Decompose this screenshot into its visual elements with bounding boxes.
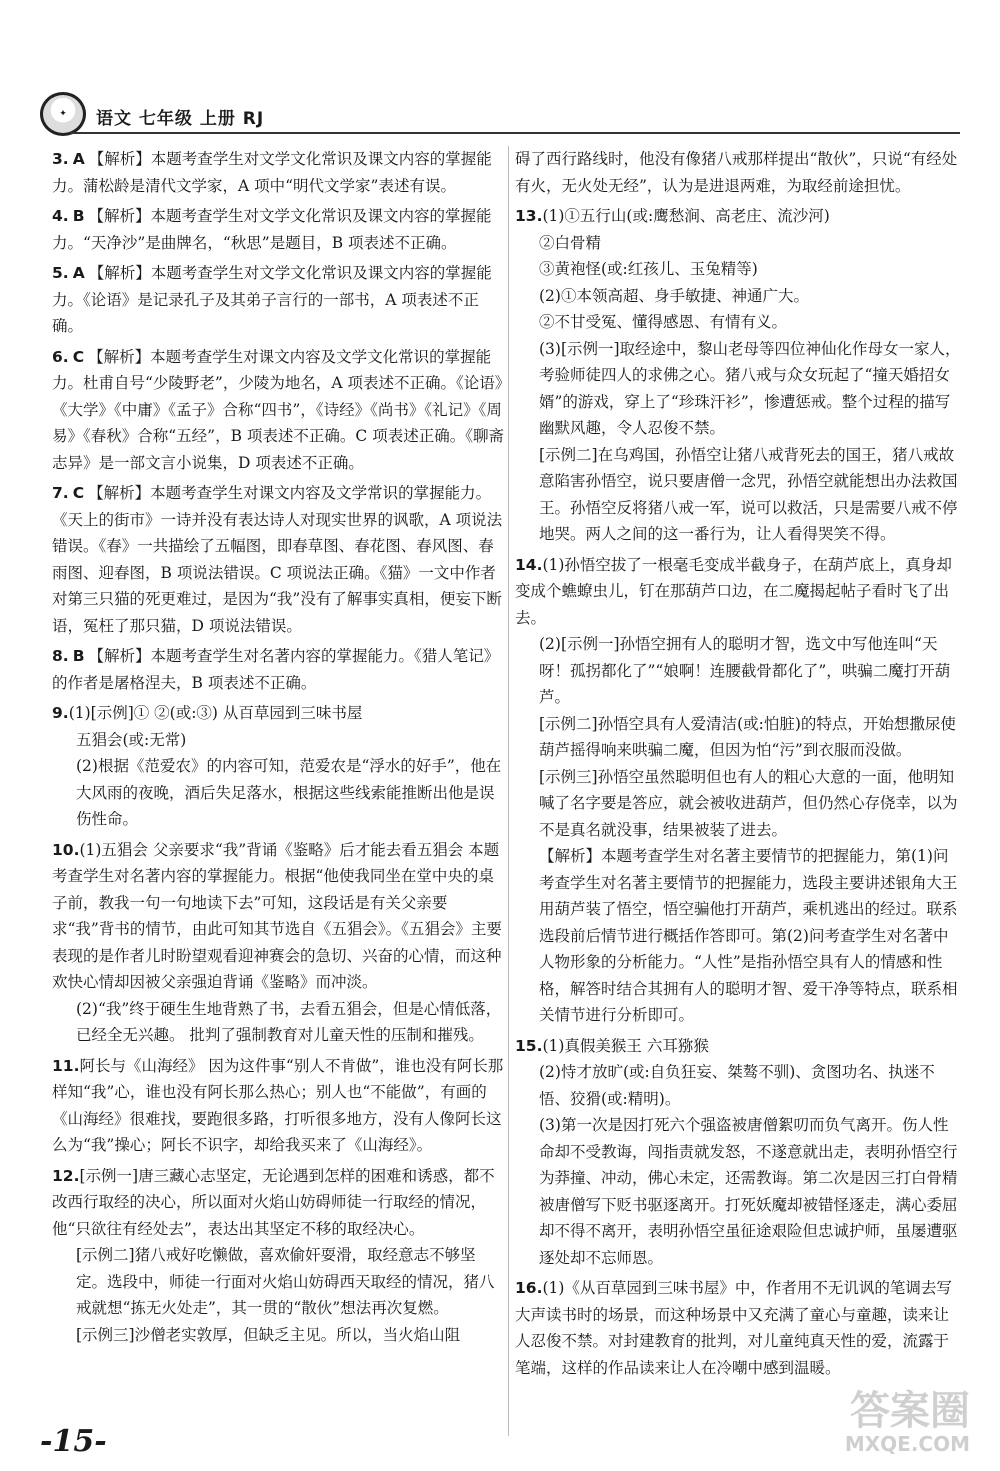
- question-number: 12.: [52, 1166, 80, 1185]
- answer-item: [52, 1053, 504, 1159]
- answer-line: [515, 442, 963, 548]
- answer-item: [515, 552, 963, 1029]
- answer-text: (3)[示例一]取经途中，黎山老母等四位神仙化作母女一家人，考验师徒四人的求佛之心。猪八戒与众女玩起了“撞天婚招女婿”的游戏，穿上了“珍珠汗衫”，惨遭惩戒。整个过程的描写幽默风趣，令人忍俊不禁。: [539, 339, 961, 437]
- logo-icon: ✦: [40, 92, 86, 136]
- question-number: 6.: [52, 347, 69, 366]
- answer-item: [52, 1163, 504, 1349]
- answer-item: [52, 260, 504, 340]
- answer-line: [52, 480, 504, 639]
- answer-line: [52, 700, 504, 727]
- answer-text: 【解析】本题考查学生对课文内容及文学常识的掌握能力。《天上的街市》一诗并没有表达诗人对现实世界的讽歌，A 项说法错误。《春》一共描绘了五幅图，即春草图、春花图、春风图、春雨图、迎春图，B 项说法错误。C 项说法正确。《猫》一文中作者对第三只猫的死更难过，是因为“我”没有了解事实真相，便妄下断语，冤枉了那只猫，D 项说法错误。: [52, 484, 503, 635]
- answer-text: 【解析】本题考查学生对文学文化常识及课文内容的掌握能力。“天净沙”是曲牌名，“秋思”是题目，B 项表述不正确。: [52, 207, 492, 252]
- header-title: 语文 七年级 上册 RJ: [96, 109, 265, 129]
- answer-text: [示例一]唐三藏心志坚定，无论遇到怎样的困难和诱惑，都不改西行取经的决心，所以面对火焰山妨碍师徒一行取经的情况，他“只欲往有经处去”，表达出其坚定不移的取经决心。: [52, 1166, 495, 1238]
- answer-text: (3)第一次是因打死六个强盗被唐僧絮叨而负气离开。伤人性命却不受教诲，闯指责就发怒，不遂意就出走，表明孙悟空行为莽撞、冲动，佛心未定，还需教诲。第二次是因三打白骨精被唐僧写下贬书驱逐离开。打死妖魔却被错怪逐走，满心委屈却不得不离开，表明孙悟空虽征途艰险但忠诚护师，虽屡遭驱逐处却不忘师恩。: [539, 1116, 958, 1267]
- answer-line: [52, 1053, 504, 1159]
- answer-item: [52, 837, 504, 1049]
- answer-choice: A: [72, 150, 85, 168]
- answer-line: [515, 1059, 963, 1112]
- answer-text: (1)五猖会 父亲要求“我”背诵《鉴略》后才能去看五猖会 本题考查学生对名著内容的掌握能力。根据“他使我同坐在堂中央的桌子前，教我一句一句地读下去”可知，这段话是有关父亲要求“我”背书的情节，由此可知其节选自《五猖会》。《五猖会》主要表现的是作者儿时盼望观看迎神赛会的急切、兴奋的心情，而这种欢快心情却因被父亲强迫背诵《鉴略》而冲淡。: [52, 840, 502, 991]
- answer-text: (2)根据《范爱农》的内容可知，范爱农是“浮水的好手”，他在大风雨的夜晚，酒后失足落水，根据这些线索能推断出他是误伤性命。: [76, 757, 502, 828]
- answer-line: [52, 996, 504, 1049]
- answer-text: [示例二]猪八戒好吃懒做，喜欢偷奸耍滑，取经意志不够坚定。选段中，师徒一行面对火焰山妨碍西天取经的情况，猪八戒就想“拣无火处走”，其一贯的“散伙”想法再次复燃。: [76, 1246, 495, 1317]
- answer-line: [515, 256, 963, 283]
- answer-item: [52, 203, 504, 256]
- question-number: 9.: [52, 704, 69, 722]
- question-number: 4.: [52, 207, 69, 225]
- answer-line: [52, 344, 504, 477]
- answer-text: (1)真假美猴王 六耳猕猴: [542, 1036, 709, 1055]
- answer-line: [515, 146, 963, 199]
- answer-text: 【解析】本题考查学生对文学文化常识及课文内容的掌握能力。蒲松龄是清代文学家，A 项中“明代文学家”表述有误。: [52, 150, 492, 195]
- answer-text: 【解析】本题考查学生对名著主要情节的把握能力，第(1)问考查学生对名著主要情节的把握能力，选段主要讲述银角大王用葫芦装了悟空，悟空骗他打开葫芦，乘机逃出的经过。联系选段前后情节进行概括作答即可。第(2)问考查学生对名著中人物形象的分析能力。“人性”是指孙悟空具有人的情感和性格，解答时结合其拥有人的聪明才智、爱干净等特点，联系相关情节进行分析即可。: [539, 847, 958, 1024]
- column-divider: [508, 146, 509, 1436]
- answer-text: (1)①五行山(或:鹰愁涧、高老庄、流沙河): [542, 207, 830, 225]
- answer-text: (1)《从百草园到三味书屋》中，作者用不无讥讽的笔调去写大声读书时的场景，而这种场景中又充满了童心与童趣，读来让人忍俊不禁。对封建教育的批判，对儿童纯真天性的爱，流露于笔端，这样的作品读来让人在冷嘲中感到温暖。: [515, 1279, 952, 1377]
- answer-text: (2)[示例一]孙悟空拥有人的聪明才智，选文中写他连叫“天呀！孤拐都化了”“娘啊！连腰截骨都化了”，哄骗二魔打开葫芦。: [539, 635, 951, 706]
- answer-text: ②白骨精: [539, 233, 602, 252]
- answer-line: [52, 643, 504, 696]
- answer-text: 【解析】本题考查学生对名著内容的掌握能力。《猎人笔记》的作者是屠格涅夫，B 项表述不正确。: [52, 647, 500, 692]
- answer-line: [515, 1275, 963, 1381]
- answer-item: [515, 203, 963, 548]
- answer-text: [示例三]孙悟空虽然聪明但也有人的粗心大意的一面，他明知喊了名字要是答应，就会被收进葫芦，但仍然心存侥幸，以为不是真名就没事，结果被装了进去。: [539, 767, 958, 839]
- question-number: 7.: [52, 484, 69, 502]
- answer-text: (1)孙悟空拔了一根毫毛变成半截身子，在葫芦底上，真身却变成个蟭蟟虫儿，钉在那葫芦口边，在二魔揭起帖子看时飞了出去。: [515, 555, 952, 627]
- question-number: 3.: [52, 150, 69, 168]
- answer-text: ②不甘受冤、懂得感恩、有情有义。: [539, 313, 788, 331]
- question-number: 11.: [52, 1056, 80, 1075]
- answer-line: [52, 203, 504, 256]
- answer-line: [52, 146, 504, 199]
- answer-choice: C: [72, 484, 85, 502]
- question-number: 5.: [52, 264, 69, 282]
- right-column: [515, 146, 963, 1385]
- left-column: [52, 146, 504, 1352]
- page-header: [40, 92, 960, 138]
- answer-line: [52, 753, 504, 833]
- answer-item: [515, 1033, 963, 1272]
- answer-line: [515, 230, 963, 257]
- answer-item: [515, 146, 963, 199]
- answer-line: [52, 727, 504, 754]
- question-number: 14.: [515, 555, 543, 574]
- answer-item: [515, 1275, 963, 1381]
- header-rule: [70, 132, 960, 134]
- answer-line: [515, 711, 963, 764]
- answer-text: 阿长与《山海经》 因为这件事“别人不肯做”，谁也没有阿长那样知“我”心，谁也没有阿长那么热心；别人也“不能做”，有画的《山海经》很难找，要跑很多路，打听很多地方，没有人像阿长这么为“我”操心；阿长不识字，却给我买来了《山海经》。: [52, 1056, 504, 1154]
- answer-line: [515, 843, 963, 1029]
- answer-item: [52, 146, 504, 199]
- answer-choice: B: [72, 647, 85, 665]
- answer-line: [52, 260, 504, 340]
- answer-line: [52, 1163, 504, 1243]
- answer-text: [示例三]沙僧老实敦厚，但缺乏主见。所以，当火焰山阻: [76, 1325, 461, 1344]
- question-number: 10.: [52, 840, 80, 859]
- answer-line: [515, 1112, 963, 1271]
- question-number: 15.: [515, 1036, 543, 1055]
- answer-line: [515, 336, 963, 442]
- answer-text: 【解析】本题考查学生对文学文化常识及课文内容的掌握能力。《论语》是记录孔子及其弟子言行的一部书，A 项表述不正确。: [52, 264, 492, 335]
- question-number: 13.: [515, 207, 543, 225]
- answer-line: [52, 1242, 504, 1322]
- answer-item: [52, 344, 504, 477]
- answer-item: [52, 480, 504, 639]
- question-number: 16.: [515, 1279, 543, 1297]
- page-number: -15-: [40, 1424, 107, 1459]
- watermark-logo: 答案圈 MXQE.COM: [844, 1388, 970, 1456]
- answer-item: [52, 643, 504, 696]
- answer-text: 五猖会(或:无常): [76, 730, 187, 749]
- answer-text: (1)[示例]① ②(或:③) 从百草园到三味书屋: [68, 704, 363, 722]
- answer-text: (2)恃才放旷(或:自负狂妄、桀骜不驯)、贪图功名、执迷不悟、狡猾(或:精明)。: [539, 1063, 935, 1108]
- answer-item: [52, 700, 504, 833]
- answer-line: [515, 764, 963, 844]
- answer-line: [515, 552, 963, 632]
- answer-choice: A: [72, 264, 85, 282]
- answer-line: [515, 1033, 963, 1060]
- answer-text: 碍了西行路线时，他没有像猪八戒那样提出“散伙”，只说“有经处有火，无火处无经”，认为是进退两难，为取经前途担忧。: [515, 150, 958, 195]
- answer-text: [示例二]在乌鸡国，孙悟空让猪八戒背死去的国王，猪八戒故意陷害孙悟空，说只要唐僧一念咒，孙悟空就能想出办法救国王。孙悟空反将猪八戒一军，说可以救活，只是需要八戒不停地哭。两人之间的这一番行为，让人看得哭笑不得。: [539, 445, 958, 543]
- answer-choice: C: [72, 347, 85, 366]
- answer-text: ③黄袍怪(或:红孩儿、玉兔精等): [539, 260, 758, 278]
- answer-choice: B: [72, 207, 85, 225]
- answer-text: [示例二]孙悟空具有人爱清洁(或:怕脏)的特点，开始想撒尿使葫芦摇得响来哄骗二魔，但因为怕“污”到衣服而没做。: [539, 714, 956, 759]
- answer-line: [515, 631, 963, 711]
- answer-text: (2)①本领高超、身手敏捷、神通广大。: [539, 286, 809, 305]
- answer-text: 【解析】本题考查学生对课文内容及文学文化常识的掌握能力。杜甫自号“少陵野老”，少陵为地名，A 项表述不正确。《论语》《大学》《中庸》《孟子》合称“四书”，《诗经》《尚书》《礼记》《周易》《春秋》合称“五经”，B 项表述不正确。C 项表述正确。《聊斋志异》是一部文言小说集，D 项表述不正确。: [52, 347, 504, 472]
- answer-text: (2)“我”终于硬生生地背熟了书，去看五猖会，但是心情低落，已经全无兴趣。 批判了强制教育对儿童天性的压制和摧残。: [76, 999, 502, 1044]
- answer-line: [515, 309, 963, 336]
- answer-line: [515, 283, 963, 310]
- answer-line: [52, 837, 504, 996]
- answer-line: [52, 1322, 504, 1349]
- question-number: 8.: [52, 647, 69, 665]
- answer-line: [515, 203, 963, 230]
